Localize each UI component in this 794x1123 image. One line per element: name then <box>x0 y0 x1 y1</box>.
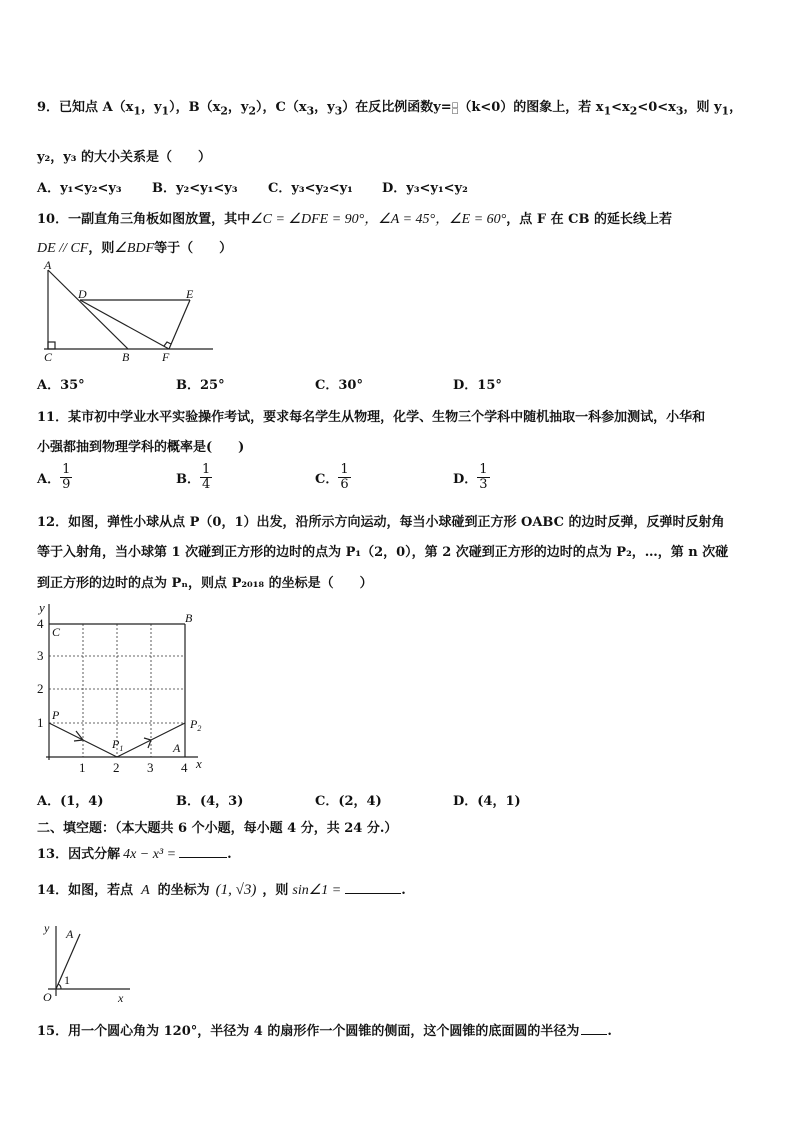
right-angle-mark <box>48 342 55 349</box>
q15-text: 15．用一个圆心角为 120°，半径为 4 的扇形作一个圆锥的侧面，这个圆锥的底面圆的半径为 <box>37 1024 580 1039</box>
frac-den: □ <box>451 106 459 115</box>
q9-option-c[interactable]: C．y₃<y₂<y₁ <box>268 181 353 196</box>
sub: 3 <box>306 104 315 118</box>
axis-label-x: x <box>196 756 202 771</box>
sub: 3 <box>675 104 684 118</box>
q14-text: 14．如图，若点 <box>37 883 134 898</box>
q10-option-d[interactable]: D．15° <box>453 378 502 393</box>
frac-den: 3 <box>479 477 488 492</box>
frac-num: 1 <box>340 462 349 477</box>
q10-text: ，则 <box>88 241 115 256</box>
q15-answer-blank[interactable] <box>581 1022 607 1035</box>
frac-den: 6 <box>340 477 349 492</box>
option-label: B． <box>176 472 200 487</box>
label-f: F <box>162 350 170 364</box>
axis-label-y: y <box>44 921 50 935</box>
q12-line3: 到正方形的边时的点为 Pₙ，则点 P₂₀₁₈ 的坐标是（ ） <box>37 576 373 591</box>
q11-line2: 小强都抽到物理学科的概率是( ) <box>37 440 245 455</box>
q9-text: ，则 y <box>683 100 722 115</box>
tick-y-3: 3 <box>37 648 44 663</box>
label-p1 <box>111 737 123 753</box>
q11-line1: 11．某市初中学业水平实验操作考试，要求每名学生从物理，化学、生物三个学科中随机抽取一科参加测试，小华和 <box>37 410 706 425</box>
q14-text: . <box>401 883 406 898</box>
q10-formula: ∠BDF <box>114 241 155 256</box>
label-p2 <box>189 717 201 733</box>
segment-ab <box>48 270 128 349</box>
frac-num: 1 <box>479 462 488 477</box>
q12-line1: 12．如图，弹性小球从点 P（0，1）出发，沿所示方向运动，每当小球碰到正方形 OABC 的边时反弹，反弹时反射角 <box>37 515 725 530</box>
q9-line1 <box>37 96 742 118</box>
q14-line <box>37 879 406 899</box>
segment-df <box>80 300 169 349</box>
fraction <box>477 463 489 492</box>
option-label: A． <box>37 472 61 487</box>
q12-line2: 等于入射角，当小球第 1 次碰到正方形的边时的点为 P₁（2，0），第 2 次碰到正方形的边时的点为 P₂，…，第 n 次碰 <box>37 545 729 560</box>
fraction <box>338 463 350 492</box>
q14-text: ，则 <box>262 883 289 898</box>
q13-text: 13．因式分解 <box>37 847 121 862</box>
sub: 1 <box>721 104 730 118</box>
axis-label-y: y <box>39 600 45 615</box>
q14-point: A <box>141 883 150 898</box>
q9-text: （k<0）的图象上，若 x <box>458 100 604 115</box>
q10-formula: DE // CF <box>37 241 89 256</box>
sub: 2 <box>629 104 638 118</box>
q10-figure <box>38 258 218 368</box>
tick-x-4: 4 <box>181 760 188 775</box>
q12-option-c[interactable]: C．(2，4) <box>315 794 382 809</box>
axis-label-x: x <box>118 991 124 1005</box>
angle-arc <box>58 984 61 989</box>
q13-answer-blank[interactable] <box>179 845 227 858</box>
p1-base: P <box>112 737 120 751</box>
q9-text: 9．已知点 A（x <box>37 100 134 115</box>
sub: 2 <box>248 104 256 118</box>
sub: 1 <box>161 104 170 118</box>
q10-text: 10．一副直角三角板如图放置，其中 <box>37 212 251 227</box>
sub: 1 <box>603 104 612 118</box>
frac-num: □ <box>451 100 459 109</box>
q11-option-a[interactable] <box>37 463 72 492</box>
q10-text: ，点 F 在 CB 的延长线上若 <box>506 212 672 227</box>
q10-option-b[interactable]: B．25° <box>176 378 225 393</box>
q9-line2: y₂，y₃ 的大小关系是（ ） <box>37 150 212 165</box>
option-label: D． <box>453 472 478 487</box>
q10-line2 <box>37 237 232 257</box>
q9-text: ）在反比例函数y= <box>342 100 452 115</box>
frac-num: 1 <box>202 462 211 477</box>
tick-y-4: 4 <box>37 616 44 631</box>
q11-option-d[interactable] <box>453 463 490 492</box>
q13-text: . <box>227 847 232 862</box>
q10-line1 <box>37 208 672 228</box>
q9-text: ），C（x <box>255 100 307 115</box>
q9-text: ，y <box>314 100 335 115</box>
segment-ef <box>169 300 190 349</box>
sub: 3 <box>334 104 343 118</box>
q9-text: ，y <box>140 100 162 115</box>
tick-y-2: 2 <box>37 681 44 696</box>
q9-text: <x <box>611 100 630 115</box>
label-a: A <box>173 741 181 755</box>
q15-text: . <box>607 1024 612 1039</box>
q11-option-b[interactable] <box>176 463 212 492</box>
q13-expression: 4x − x³ = <box>123 847 177 862</box>
q12-option-d[interactable]: D．(4，1) <box>453 794 521 809</box>
fraction <box>200 463 212 492</box>
label-d: D <box>78 287 87 301</box>
label-c: C <box>44 350 53 364</box>
label-o: O <box>43 990 52 1004</box>
fraction <box>60 463 72 492</box>
q9-text: ），B（x <box>169 100 221 115</box>
p2-base: P <box>190 717 198 731</box>
label-b: B <box>122 350 130 364</box>
q15-line <box>37 1020 612 1039</box>
q14-figure <box>38 918 138 1006</box>
label-p: P <box>52 708 60 722</box>
q9-option-d[interactable]: D．y₃<y₁<y₂ <box>382 181 468 196</box>
q14-text: 的坐标为 <box>157 883 210 898</box>
label-c: C <box>52 625 61 639</box>
q10-option-c[interactable]: C．30° <box>315 378 363 393</box>
section-heading: 二、填空题：（本大题共 6 个小题，每小题 4 分，共 24 分.） <box>37 821 398 836</box>
q12-option-a[interactable]: A．(1，4) <box>37 794 104 809</box>
q10-formula: ∠C = ∠DFE = 90°，∠A = 45°，∠E = 60° <box>250 212 507 227</box>
sub: 1 <box>133 104 141 118</box>
q9-text: ，y <box>227 100 249 115</box>
label-b: B <box>185 611 193 625</box>
q9-text: ， <box>729 100 743 115</box>
sub: 2 <box>220 104 228 118</box>
frac-den: 4 <box>202 477 211 492</box>
tick-x-1: 1 <box>79 760 86 775</box>
label-a: A <box>44 258 52 272</box>
p1-sub: 1 <box>119 744 124 753</box>
q12-figure <box>30 600 210 780</box>
q11-option-c[interactable] <box>315 463 351 492</box>
q10-text: 等于（ ） <box>154 241 233 256</box>
label-a: A <box>66 927 74 941</box>
q12-option-b[interactable]: B．(4，3) <box>176 794 244 809</box>
q14-expression: sin∠1 = <box>292 883 342 898</box>
q14-coordinate: (1, √3) <box>215 882 257 898</box>
q14-answer-blank[interactable] <box>345 881 401 894</box>
option-label: C． <box>315 472 339 487</box>
tick-x-3: 3 <box>147 760 154 775</box>
q13-line <box>37 843 232 863</box>
q9-option-a[interactable]: A．y₁<y₂<y₃ <box>37 181 122 196</box>
q10-option-a[interactable]: A．35° <box>37 378 85 393</box>
tick-x-2: 2 <box>113 760 120 775</box>
p2-sub: 2 <box>197 724 202 733</box>
q9-text: <0<x <box>637 100 676 115</box>
label-e: E <box>186 287 194 301</box>
frac-den: 9 <box>62 477 71 492</box>
q9-option-b[interactable]: B．y₂<y₁<y₃ <box>152 181 238 196</box>
frac-num: 1 <box>62 462 71 477</box>
label-angle-1: 1 <box>64 973 70 987</box>
tick-y-1: 1 <box>37 715 44 730</box>
